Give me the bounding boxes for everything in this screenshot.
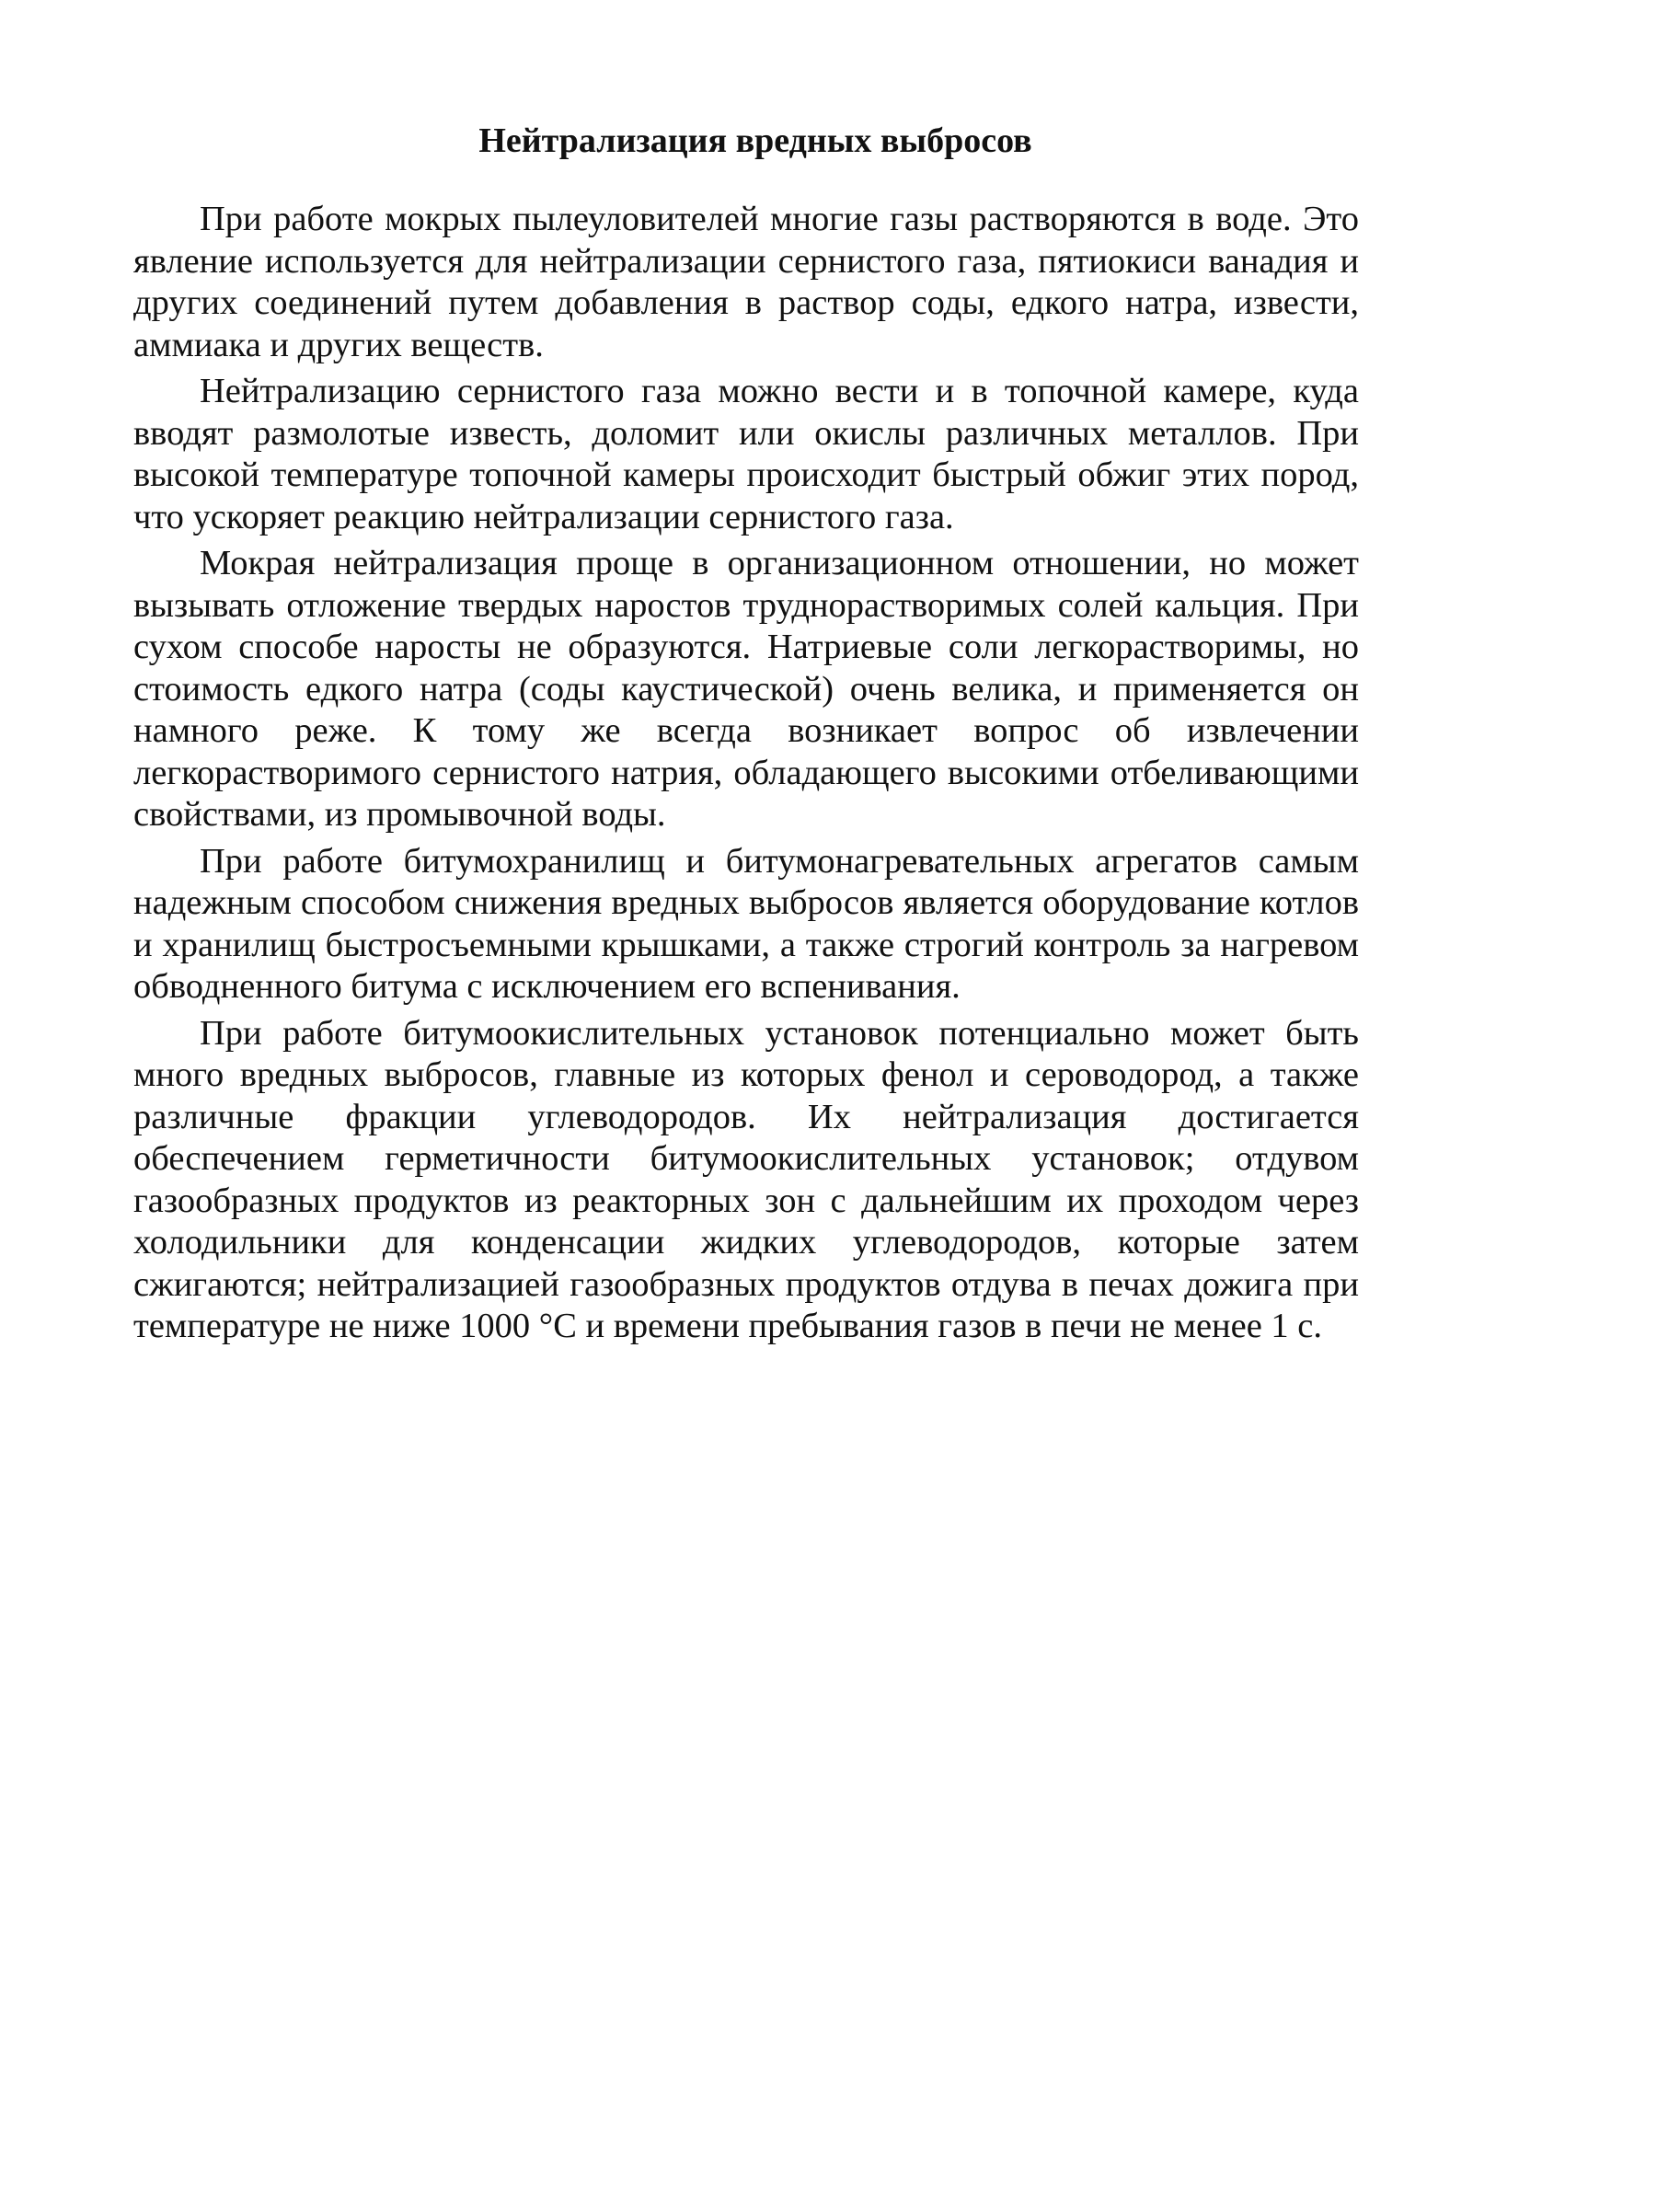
document-title: Нейтрализация вредных выбросов xyxy=(478,121,1032,160)
document-page xyxy=(133,120,1359,1353)
paragraph-5: При работе битумоокислительных установок потенциально может быть много вредных выбросов, главные из которых фенол и сероводород, а также различные фракции углеводородов. Их нейтрализация достигается обеспечением герметичности битумоокислительных установок; отдувом газообразных продуктов из реакторных зон с дальнейшим их проходом через холодильники для конденсации жидких углеводородов, которые затем сжигаются; нейтрализацией газообразных продуктов отдува в печах дожига при температуре не ниже 1000 °С и времени пребывания газов в печи не менее 1 с. xyxy=(133,1013,1359,1345)
paragraph-3: Мокрая нейтрализация проще в организационном отношении, но может вызывать отложение твердых наростов труднорастворимых солей кальция. При сухом способе наросты не образуются. Натриевые соли легкорастворимы, но стоимость едкого натра (соды каустической) очень велика, и применяется он намного реже. К тому же всегда возникает вопрос об извлечении легкорастворимого сернистого натрия, обладающего высокими отбеливающими свойствами, из промывочной воды. xyxy=(133,544,1359,834)
paragraph-1: При работе мокрых пылеуловителей многие газы растворяются в воде. Это явление используется для нейтрализации сернистого газа, пятиокиси ванадия и других соединений путем добавления в раствор соды, едкого натра, извести, аммиака и других веществ. xyxy=(133,200,1359,364)
paragraph-4: При работе битумохранилищ и битумонагревательных агрегатов самым надежным способом снижения вредных выбросов является оборудование котлов и хранилищ быстросъемными крышками, а также строгий контроль за нагревом обводненного битума с исключением его вспенивания. xyxy=(133,841,1359,1006)
paragraph-2: Нейтрализацию сернистого газа можно вести и в топочной камере, куда вводят размолотые известь, доломит или окислы различных металлов. При высокой температуре топочной камеры происходит быстрый обжиг этих пород, что ускоряет реакцию нейтрализации сернистого газа. xyxy=(133,372,1359,536)
